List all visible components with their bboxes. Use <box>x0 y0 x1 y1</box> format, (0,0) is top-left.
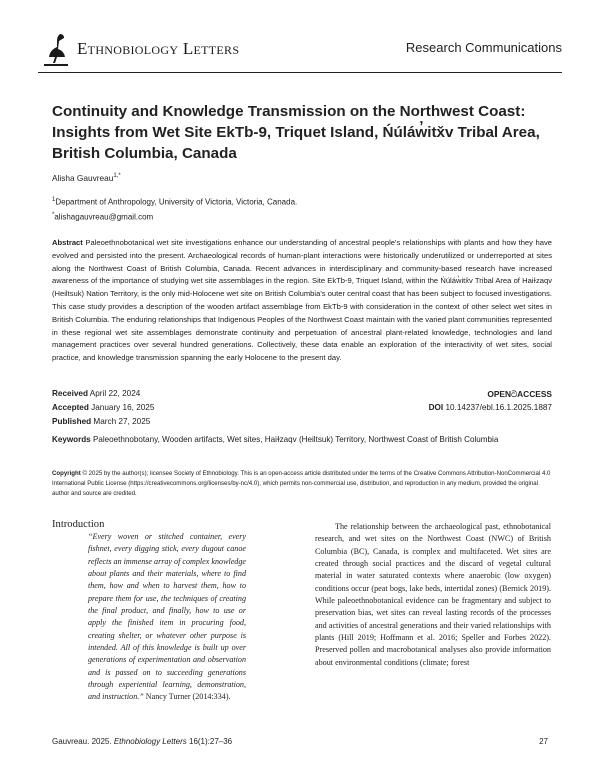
copyright-label: Copyright <box>52 470 81 477</box>
footer-citation <box>52 737 232 746</box>
open-access-lock-icon: ට <box>511 389 518 399</box>
copyright-notice <box>52 469 552 498</box>
open-access-badge <box>487 389 552 400</box>
received-value: April 22, 2024 <box>89 389 141 398</box>
published-date <box>52 417 150 426</box>
keywords <box>52 434 552 446</box>
copyright-text: © 2025 by the author(s); licensee Society of Ethnobiology. This is an open-access article distributed under the terms of the Creative Commons Attribution-NonCommercial 4.0 International Public License (https://creativecommons.org/licenses/by-nc/4.0), which permits non-commercial use, distribution, and reproduction in any medium, provided the original author and source are credited. <box>52 470 551 497</box>
citation-journal: Ethnobiology Letters <box>113 737 187 746</box>
author-sup: 1,* <box>113 173 121 180</box>
journal-name: Ethnobiology Letters <box>77 39 240 58</box>
author-name: Alisha Gauvreau <box>52 173 114 183</box>
received-label: Received <box>52 389 88 398</box>
body-paragraph: The relationship between the archaeological past, ethnobotanical research, and wet sites on the Northwest Coast (NWC) of British Columbia (BC), Canada, is complex and multifaceted. Wet sites are created through social practices and the discard of vegetal cultural material in water saturated contexts where anaerobic (low oxygen) conditions occur (peat bogs, lake beds, intertidal zones) (Bernick 2019). While paleoethnobotanical evidence can be fragmentary and subject to preservation bias, wet sites can reveal lasting records of the processes and activities of ancestral generations and their varied relationships with plants (Hill 2019; Hoffmann et al. 2016; Speller and Forbes 2022). Preserved pollen and macrobotanical analyses also provide information about environmental conditions (climate; forest <box>315 522 551 667</box>
affiliation-sup: 1 <box>52 197 56 203</box>
abstract <box>52 237 552 365</box>
citation-prefix: Gauvreau. 2025. <box>52 737 114 746</box>
accepted-date <box>52 403 154 412</box>
accepted-value: January 16, 2025 <box>91 403 155 412</box>
keywords-label: Keywords <box>52 435 91 444</box>
doi-link[interactable]: 10.14237/ebl.16.1.2025.1887 <box>445 403 552 412</box>
author-line <box>52 173 121 183</box>
published-value: March 27, 2025 <box>93 417 151 426</box>
society-logo-icon <box>38 30 74 70</box>
article-title: Continuity and Knowledge Transmission on the Northwest Coast: Insights from Wet Site EkTb-9, Triquet Island, Ńúláw̓itx̌v Tribal Area, British Columbia, Canada <box>52 103 540 162</box>
introduction-heading: Introduction <box>52 519 105 530</box>
open-access-part2: ACCESS <box>517 389 552 399</box>
affiliation: Department of Anthropology, University of Victoria, Victoria, Canada. <box>55 197 298 207</box>
email-sup: * <box>52 212 55 218</box>
abstract-text: Paleoethnobotanical wet site investigations enhance our understanding of ancestral people's relationships with plants and how they have evolved and persisted into the present. Archaeological records of human-plant interactions were historically underutilized or underreported at sites along the Northwest Coast of British Columbia, Canada. Recent advances in interdisciplinary and community-based research have increased awareness of the importance of studying wet site assemblages in the region. Site EkTb-9, Triquet Island, within the Ńúláw̓itx̌v Tribal Area of Haiɫzaqv (Heiltsuk) Nation Territory, is the only mid-Holocene wet site on British Columbia's outer central coast that has been subject to focused investigations. This case study provides a description of the wooden artifact assemblage from EkTb-9 with consideration in the context of other select wet sites in British Columbia. The enduring relationships that Indigenous Peoples of the Northwest Coast maintain with the varied plant communities represented in these regional wet site assemblages demonstrate continuity and perpetuation of ancestral plant-related knowledge, technologies and land management practices over several hundred generations. Collectively, these data enable an exploration of the interactivity of wet sites, social practice, and knowledge transmission spanning the early Holocene to the present day. <box>52 238 552 363</box>
epigraph-quote <box>88 531 246 704</box>
quote-text: “Every woven or stitched container, every fishnet, every digging stick, every dugout canoe reflects an immense array of complex knowledge about plants and their materials, where to find them, how and when to harvest them, how to prepare them for use, the techniques of creating the final product, and finally, how to use or apply the finished item in procuring food, creating shelter, or whatever other purpose is intended. All of this knowledge is built up over generations of experimentation and observation and is passed on to succeeding generations through experiential learning, demonstration, and instruction.” <box>88 532 246 702</box>
accepted-label: Accepted <box>52 403 89 412</box>
published-label: Published <box>52 417 92 426</box>
affiliation-line <box>52 197 297 207</box>
quote-attribution: Nancy Turner (2014:334). <box>143 692 231 702</box>
keywords-text: Paleoethnobotany, Wooden artifacts, Wet sites, Haiɫzaqv (Heiltsuk) Territory, Northwest Coast of British Columbia <box>92 435 499 444</box>
email-line <box>52 212 153 222</box>
doi-label: DOI <box>428 403 444 412</box>
open-access-part1: OPEN <box>487 389 512 399</box>
section-label: Research Communications <box>405 40 562 55</box>
abstract-label: Abstract <box>52 238 83 247</box>
header-divider <box>38 72 562 73</box>
received-date <box>52 389 140 398</box>
email-link[interactable]: alishagauvreau@gmail.com <box>54 212 154 222</box>
doi-line <box>429 403 552 412</box>
page-number: 27 <box>539 737 548 746</box>
citation-suffix: 16(1):27–36 <box>186 737 233 746</box>
